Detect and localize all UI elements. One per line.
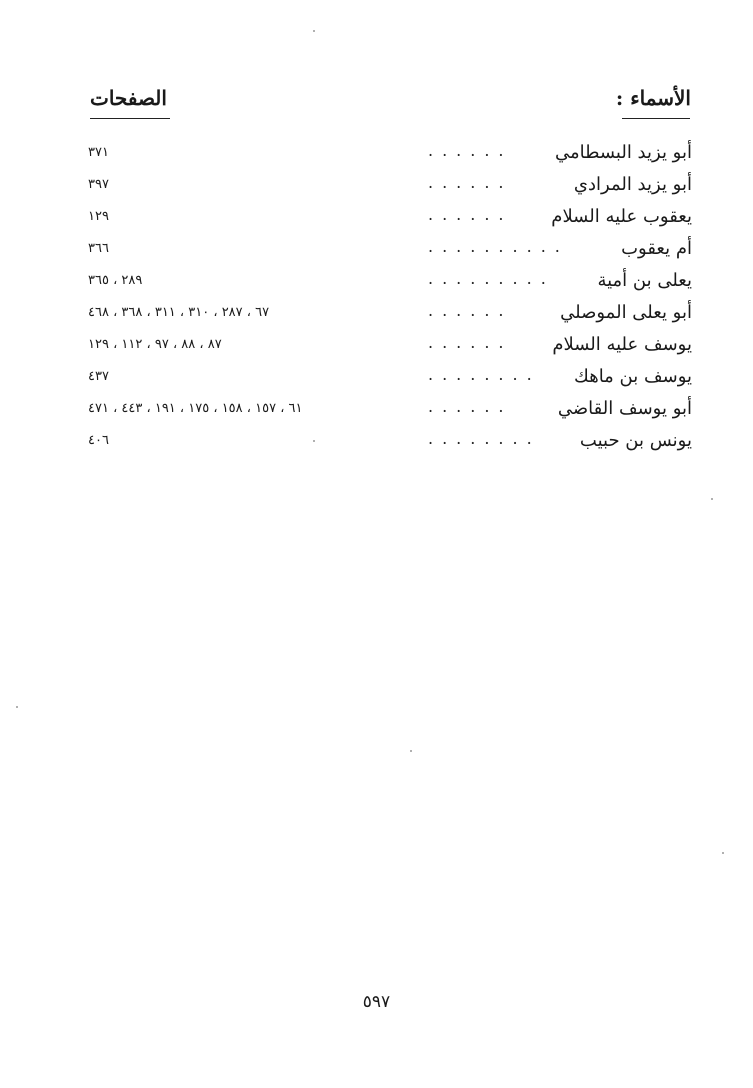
entry-name: يوسف بن ماهك [574, 366, 692, 387]
leader-dots: ...... [428, 333, 513, 352]
leader-dots: ........ [428, 429, 541, 448]
entry-pages: ٤٠٦ [88, 433, 109, 448]
entry-name: أم يعقوب [621, 238, 692, 259]
entry-pages: ٣٦٦ [88, 241, 109, 256]
leader-dots: ...... [428, 301, 513, 320]
entry-pages: ٢٨٩ ، ٣٦٥ [88, 273, 143, 288]
leader-dots: ...... [428, 173, 513, 192]
leader-dots: ...... [428, 141, 513, 160]
entry-pages: ٦٧ ، ٢٨٧ ، ٣١٠ ، ٣١١ ، ٣٦٨ ، ٤٦٨ [88, 305, 270, 320]
entry-name: يعلى بن أمية [597, 270, 692, 291]
entry-name: يعقوب عليه السلام [551, 206, 692, 227]
entry-name: أبو يزيد المرادي [573, 174, 692, 195]
scan-speck [722, 852, 724, 854]
index-entry [88, 394, 692, 426]
index-entry [88, 138, 692, 170]
pages-heading-underline [90, 118, 170, 119]
index-entry [88, 330, 692, 362]
names-heading-underline [622, 118, 690, 119]
scan-speck [313, 30, 315, 32]
scan-speck [410, 750, 412, 752]
index-entry [88, 266, 692, 298]
entry-pages: ٨٧ ، ٨٨ ، ٩٧ ، ١١٢ ، ١٢٩ [88, 337, 222, 352]
names-column-heading: الأسماء : [615, 86, 691, 110]
index-entry [88, 234, 692, 266]
entry-name: أبو يعلى الموصلي [560, 302, 692, 323]
index-entry [88, 170, 692, 202]
leader-dots: .......... [428, 237, 569, 256]
leader-dots: ........ [428, 365, 541, 384]
entry-name: يونس بن حبيب [579, 430, 692, 451]
entry-name: يوسف عليه السلام [552, 334, 692, 355]
entry-pages: ٣٩٧ [88, 177, 109, 192]
leader-dots: ......... [428, 269, 555, 288]
index-entries [88, 138, 692, 458]
index-entry [88, 362, 692, 394]
entry-pages: ٦١ ، ١٥٧ ، ١٥٨ ، ١٧٥ ، ١٩١ ، ٤٤٣ ، ٤٧١ [88, 401, 303, 416]
scan-speck [711, 498, 713, 500]
page-number: ٥٩٧ [362, 992, 391, 1012]
leader-dots: ...... [428, 205, 513, 224]
entry-pages: ٣٧١ [88, 145, 109, 160]
scan-speck [16, 706, 18, 708]
index-entry [88, 202, 692, 234]
entry-name: أبو يزيد البسطامي [554, 142, 692, 163]
entry-pages: ١٢٩ [88, 209, 109, 224]
pages-column-heading: الصفحات [90, 86, 167, 110]
entry-pages: ٤٣٧ [88, 369, 109, 384]
leader-dots: ...... [428, 397, 513, 416]
entry-name: أبو يوسف القاضي [557, 398, 692, 419]
index-entry [88, 426, 692, 458]
index-entry [88, 298, 692, 330]
scan-speck [313, 440, 315, 442]
